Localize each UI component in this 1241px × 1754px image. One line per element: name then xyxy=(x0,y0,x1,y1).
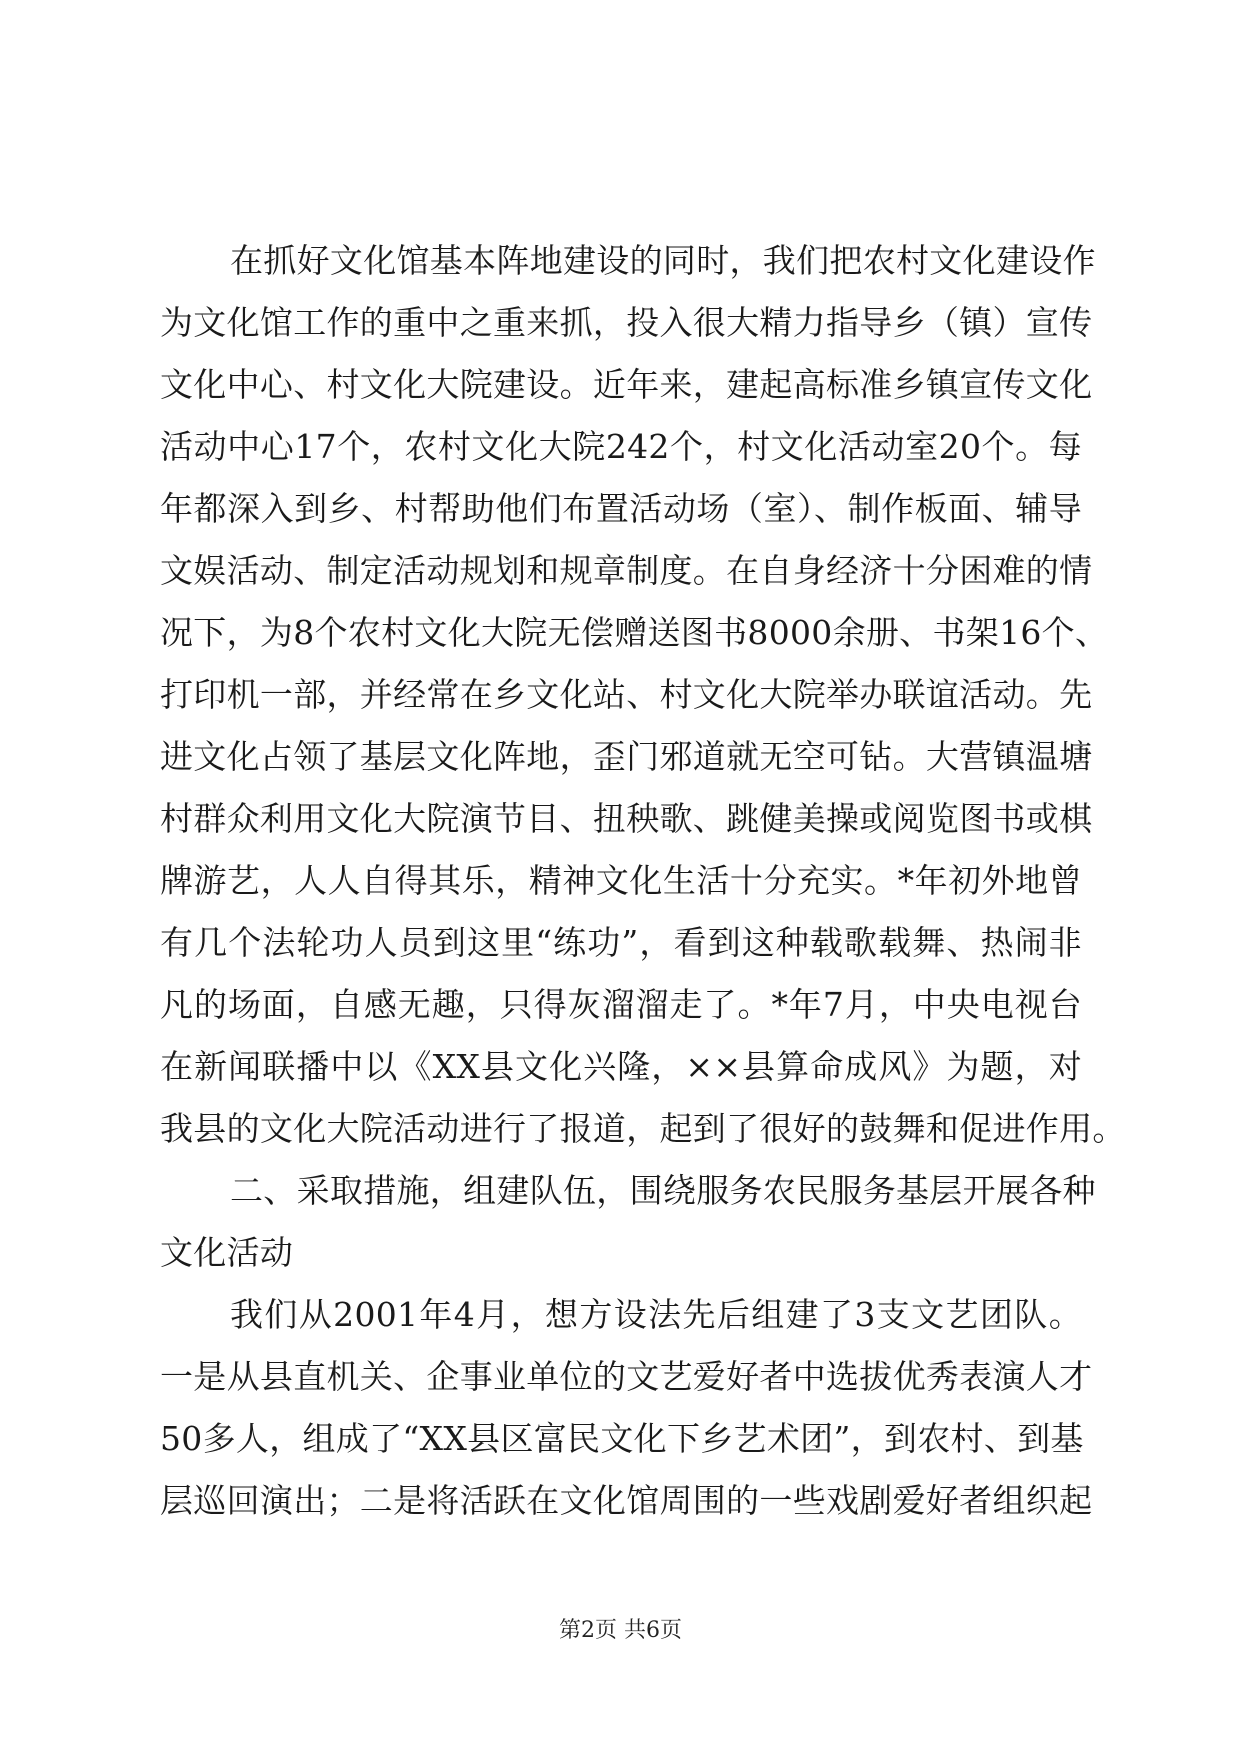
text-line: 我们从2001年4月，想方设法先后组建了3支文艺团队。 xyxy=(230,1295,1082,1334)
document-body xyxy=(160,230,1126,1532)
text-line: 况下，为8个农村文化大院无偿赠送图书8000余册、书架16个、 xyxy=(160,613,1109,652)
text-line: 为文化馆工作的重中之重来抓，投入很大精力指导乡（镇）宣传 xyxy=(160,303,1093,342)
page-footer: 第2页 共6页 xyxy=(559,1618,682,1643)
text-line: 二、采取措施，组建队伍，围绕服务农民服务基层开展各种 xyxy=(230,1171,1096,1210)
text-line: 进文化占领了基层文化阵地，歪门邪道就无空可钻。大营镇温塘 xyxy=(160,737,1093,776)
text-line: 年都深入到乡、村帮助他们布置活动场（室）、制作板面、辅导 xyxy=(160,489,1082,528)
text-line: 文娱活动、制定活动规划和规章制度。在自身经济十分困难的情 xyxy=(160,551,1093,590)
text-line: 在抓好文化馆基本阵地建设的同时，我们把农村文化建设作 xyxy=(230,241,1096,280)
text-line: 牌游艺，人人自得其乐，精神文化生活十分充实。*年初外地曾 xyxy=(160,861,1082,900)
text-line: 活动中心17个，农村文化大院242个，村文化活动室20个。每 xyxy=(160,427,1082,466)
text-line: 50多人，组成了“XX县区富民文化下乡艺术团”，到农村、到基 xyxy=(160,1419,1084,1458)
text-line: 村群众利用文化大院演节目、扭秧歌、跳健美操或阅览图书或棋 xyxy=(160,799,1093,838)
text-line: 凡的场面，自感无趣，只得灰溜溜走了。*年7月，中央电视台 xyxy=(160,985,1082,1024)
text-line: 文化中心、村文化大院建设。近年来，建起高标准乡镇宣传文化 xyxy=(160,365,1093,404)
text-line: 在新闻联播中以《XX县文化兴隆，××县算命成风》为题，对 xyxy=(160,1047,1082,1086)
text-line: 有几个法轮功人员到这里“练功”，看到这种载歌载舞、热闹非 xyxy=(160,923,1082,962)
text-line: 我县的文化大院活动进行了报道，起到了很好的鼓舞和促进作用。 xyxy=(160,1109,1126,1148)
text-line: 文化活动 xyxy=(160,1233,294,1272)
text-line: 打印机一部，并经常在乡文化站、村文化大院举办联谊活动。先 xyxy=(160,675,1093,714)
text-line: 层巡回演出；二是将活跃在文化馆周围的一些戏剧爱好者组织起 xyxy=(160,1481,1093,1520)
text-line: 一是从县直机关、企事业单位的文艺爱好者中选拔优秀表演人才 xyxy=(160,1357,1093,1396)
